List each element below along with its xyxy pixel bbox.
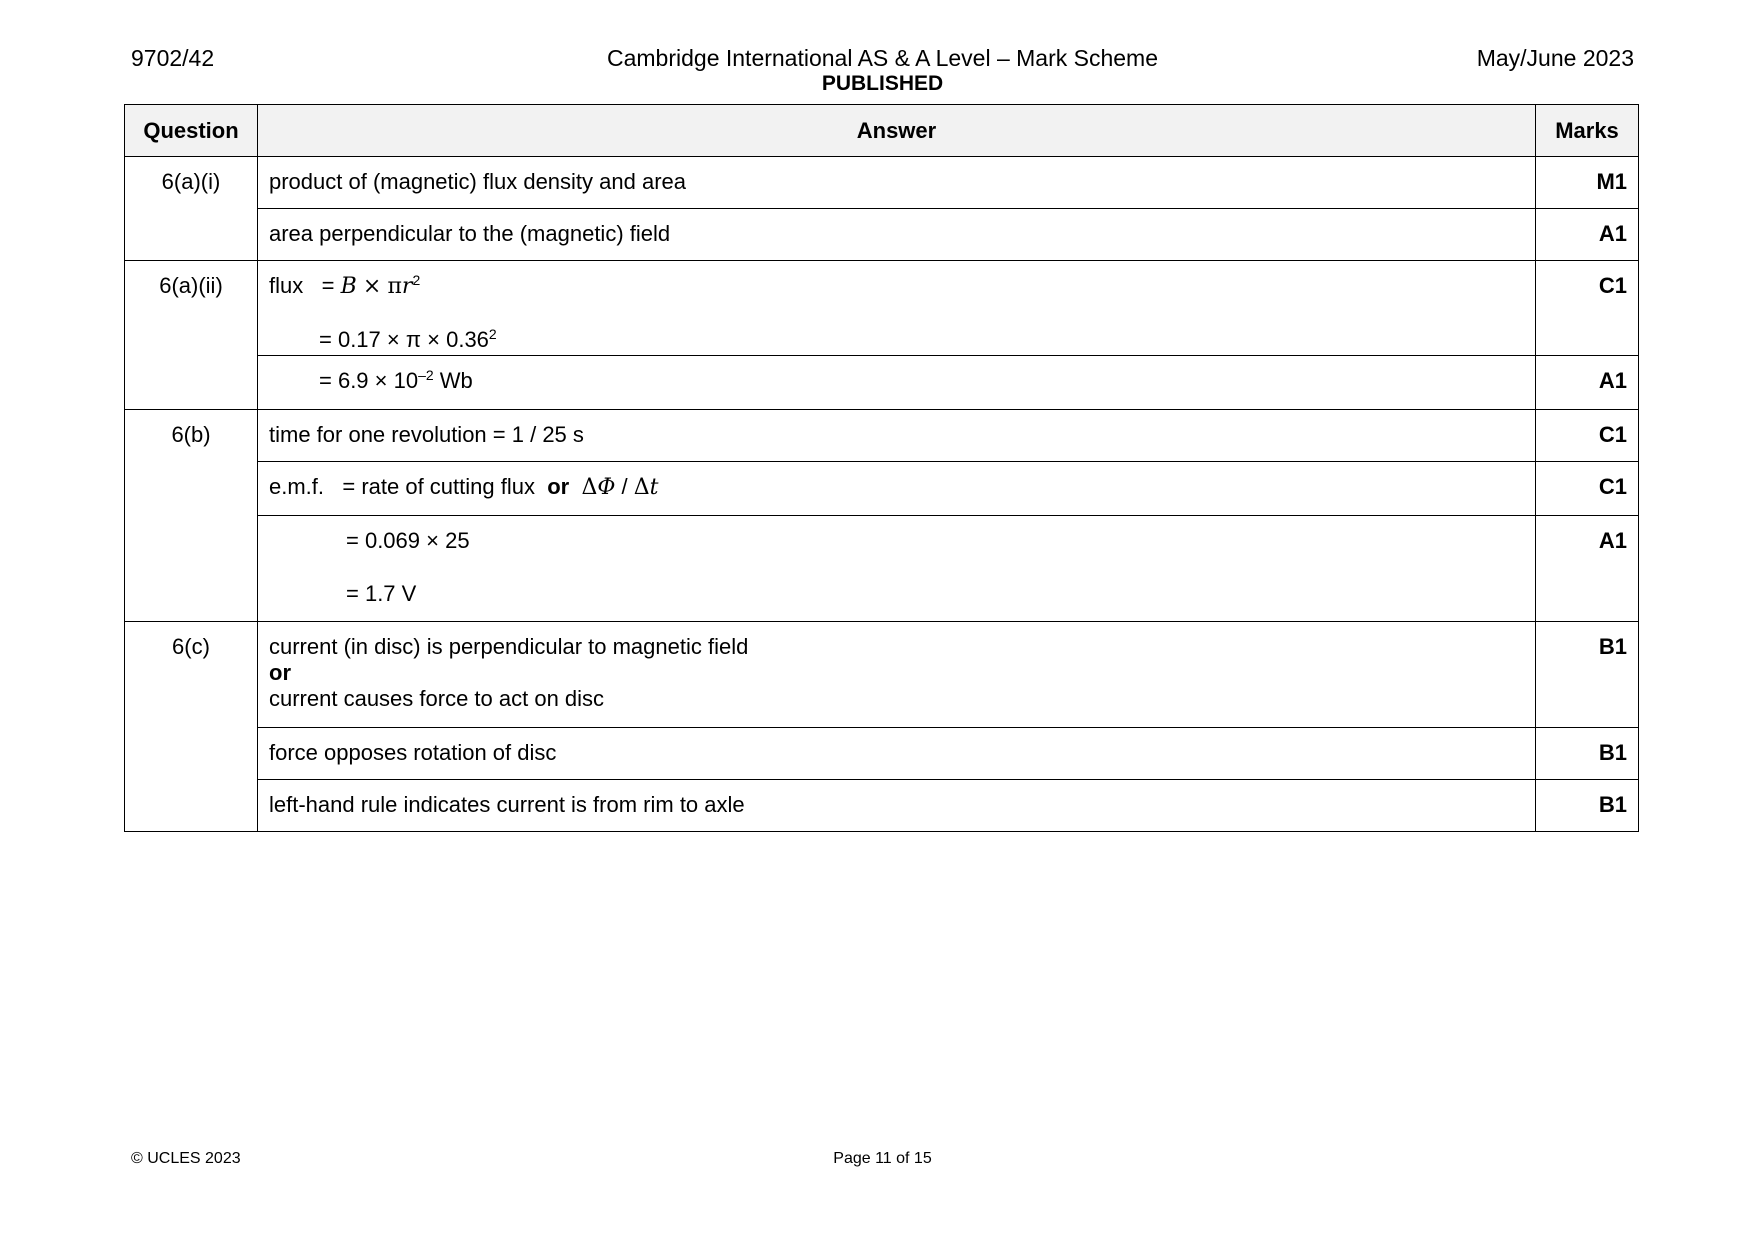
mark-cell: C1: [1536, 410, 1639, 462]
copyright-notice: © UCLES 2023: [131, 1150, 241, 1167]
variable-b: B: [340, 274, 357, 299]
question-number: 6(c): [125, 622, 258, 832]
mark-scheme-table: [124, 104, 1639, 832]
question-number: 6(a)(i): [125, 157, 258, 261]
table-header-row: [125, 105, 1639, 157]
answer-line: [269, 273, 1524, 300]
column-header-answer: Answer: [258, 105, 1536, 157]
mark-cell: C1: [1536, 462, 1639, 516]
unit: Wb: [433, 368, 473, 393]
emf-definition: = rate of cutting flux: [342, 474, 535, 499]
pi-symbol: π: [387, 274, 402, 299]
table-row: [125, 516, 1639, 622]
question-number: 6(b): [125, 410, 258, 622]
table-row: [125, 462, 1639, 516]
question-number: 6(a)(ii): [125, 261, 258, 410]
answer-cell: [258, 356, 1536, 410]
table-row: [125, 780, 1639, 832]
document-title: Cambridge International AS & A Level – Mark Scheme: [606, 45, 1159, 71]
exponent: 2: [412, 272, 421, 288]
calculation: = 0.17 × π × 0.36: [319, 327, 489, 352]
mark-cell: A1: [1536, 356, 1639, 410]
or-connector: or: [547, 474, 570, 499]
exponent: 2: [488, 326, 497, 342]
answer-cell: [258, 622, 1536, 728]
table-row: [125, 157, 1639, 209]
mark-cell: C1: [1536, 261, 1639, 356]
published-label: PUBLISHED: [821, 72, 944, 95]
mark-cell: B1: [1536, 622, 1639, 728]
or-connector: or: [269, 660, 291, 685]
variable-r: r: [401, 274, 413, 299]
answer-cell: [258, 261, 1536, 356]
paper-code: 9702/42: [131, 45, 215, 71]
delta-symbol: Δ: [633, 475, 650, 500]
table-row: [125, 209, 1639, 261]
result-value: = 6.9 × 10: [319, 368, 419, 393]
table-row: [125, 356, 1639, 410]
table-row: [125, 622, 1639, 728]
answer-line: = 0.069 × 25: [346, 528, 470, 553]
answer-cell: [258, 462, 1536, 516]
answer-line: = 1.7 V: [346, 581, 417, 606]
exponent: –2: [418, 367, 434, 383]
slash: /: [615, 474, 634, 499]
exam-session: May/June 2023: [1476, 45, 1634, 71]
page-number: Page 11 of 15: [833, 1150, 932, 1167]
equals-sign: =: [321, 273, 335, 298]
emf-label: e.m.f.: [269, 474, 325, 499]
answer-line: [269, 368, 1524, 394]
variable-t: t: [649, 475, 659, 500]
answer-cell: area perpendicular to the (magnetic) field: [258, 209, 1536, 261]
column-header-marks: Marks: [1536, 105, 1639, 157]
table-row: [125, 410, 1639, 462]
answer-line: current causes force to act on disc: [269, 686, 605, 711]
answer-cell: product of (magnetic) flux density and area: [258, 157, 1536, 209]
answer-line: current (in disc) is perpendicular to magnetic field: [269, 634, 749, 659]
mark-cell: B1: [1536, 780, 1639, 832]
table-row: [125, 728, 1639, 780]
mark-cell: M1: [1536, 157, 1639, 209]
times-symbol: ×: [362, 274, 382, 299]
column-header-question: Question: [125, 105, 258, 157]
answer-cell: [258, 516, 1536, 622]
mark-cell: A1: [1536, 209, 1639, 261]
answer-cell: time for one revolution = 1 / 25 s: [258, 410, 1536, 462]
flux-label: flux: [269, 273, 304, 298]
phi-symbol: Φ: [597, 475, 616, 500]
mark-cell: A1: [1536, 516, 1639, 622]
mark-cell: B1: [1536, 728, 1639, 780]
table-row: [125, 261, 1639, 356]
answer-line: [269, 327, 1524, 353]
answer-cell: force opposes rotation of disc: [258, 728, 1536, 780]
delta-symbol: Δ: [581, 475, 598, 500]
answer-cell: left-hand rule indicates current is from rim to axle: [258, 780, 1536, 832]
